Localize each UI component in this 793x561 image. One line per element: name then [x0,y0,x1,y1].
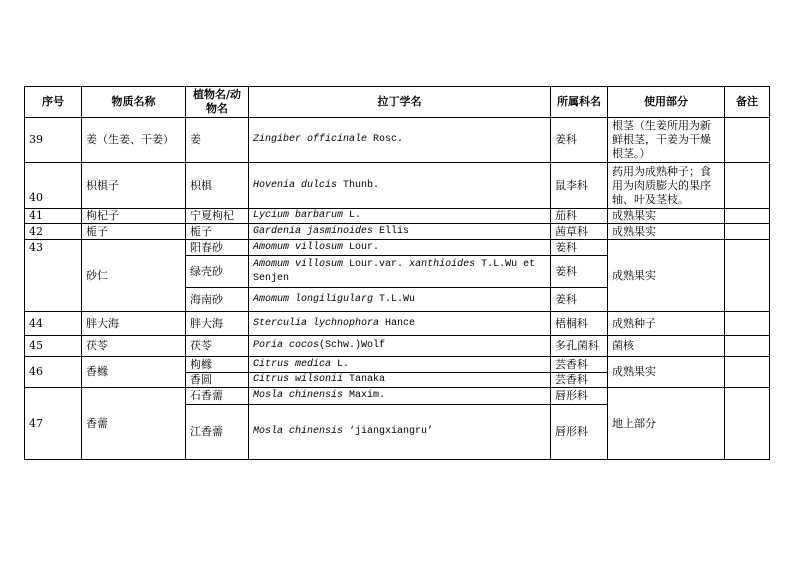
cell-part: 地上部分 [608,388,725,460]
latin-authority: T.L.Wu [379,293,416,305]
cell-source-name: 宁夏枸杞 [186,209,249,224]
cell-family: 茄科 [551,209,608,224]
latin-authority: L. [337,358,350,370]
cell-family: 姜科 [551,288,608,312]
header-family: 所属科名 [551,87,608,118]
latin-binomial: Lycium barbarum [253,210,344,221]
table-row [25,209,770,224]
cell-substance: 茯苓 [82,336,186,357]
table-row [25,357,770,373]
cell-source-name: 阳春砂 [186,240,249,256]
table-row [25,388,770,405]
latin-authority: Ellis [379,225,410,237]
latin-binomial: Amomum villosum [253,258,344,270]
cell-latin-name [249,336,551,357]
cell-substance: 枸杞子 [82,209,186,224]
cell-substance: 姜（生姜、干姜） [82,118,186,163]
cell-index: 47 [25,388,82,460]
table-row [25,224,770,240]
cell-index: 41 [25,209,82,224]
cell-index: 40 [25,163,82,209]
cell-substance: 香橼 [82,357,186,388]
latin-binomial: Mosla chinensis [253,426,344,437]
header-latin: 拉丁学名 [249,87,551,118]
cell-part: 成熟种子 [608,312,725,336]
cell-family: 姜科 [551,118,608,163]
cell-family: 芸香科 [551,373,608,388]
latin-authority: Thunb. [343,179,380,191]
cell-latin-name [249,256,551,288]
latin-binomial: Amomum longiligularg [253,293,374,305]
latin-cultivar: ‘jiangxiangru’ [349,426,434,437]
cell-family: 梧桐科 [551,312,608,336]
cell-source-name: 枸橼 [186,357,249,373]
cell-part: 成熟果实 [608,240,725,312]
header-index: 序号 [25,87,82,118]
cell-substance: 香薷 [82,388,186,460]
cell-note [725,357,770,388]
cell-family: 唇形科 [551,405,608,460]
cell-index: 43 [25,240,82,312]
table-row [25,118,770,163]
header-note: 备注 [725,87,770,118]
cell-latin-name [249,163,551,209]
cell-latin-name [249,224,551,240]
latin-authority: Lour.var. [349,258,404,270]
latin-binomial: Hovenia dulcis [253,179,338,191]
latin-authority: Lour. [349,241,380,253]
cell-note [725,209,770,224]
cell-note [725,240,770,312]
latin-authority: L. [349,210,362,221]
cell-latin-name [249,118,551,163]
cell-substance: 枳椇子 [82,163,186,209]
table-row [25,163,770,209]
cell-family: 唇形科 [551,388,608,405]
latin-authority: Maxim. [349,390,386,401]
cell-note [725,312,770,336]
cell-source-name: 石香薷 [186,388,249,405]
header-part: 使用部分 [608,87,725,118]
latin-authority: Tanaka [349,374,386,385]
cell-family: 鼠李科 [551,163,608,209]
cell-source-name: 绿壳砂 [186,256,249,288]
cell-latin-name [249,209,551,224]
cell-part: 根茎（生姜所用为新鲜根茎，干姜为干燥根茎。） [608,118,725,163]
cell-index: 44 [25,312,82,336]
latin-authority: Hance [385,317,416,329]
cell-latin-name [249,388,551,405]
cell-source-name: 香圆 [186,373,249,388]
cell-source-name: 姜 [186,118,249,163]
cell-note [725,163,770,209]
header-substance: 物质名称 [82,87,186,118]
cell-latin-name [249,240,551,256]
cell-latin-name [249,405,551,460]
cell-index: 45 [25,336,82,357]
cell-latin-name [249,357,551,373]
latin-variety: xanthioides [409,258,476,270]
cell-index: 46 [25,357,82,388]
cell-latin-name [249,288,551,312]
latin-authority: (Schw.)Wolf [319,340,386,351]
cell-note [725,118,770,163]
substance-table [24,86,770,460]
cell-part: 成熟果实 [608,209,725,224]
cell-source-name: 栀子 [186,224,249,240]
cell-family: 姜科 [551,240,608,256]
header-source: 植物名/动物名 [186,87,249,118]
latin-variety-authority: T.L.Wu et Senjen [253,258,536,284]
cell-substance: 栀子 [82,224,186,240]
latin-binomial: Sterculia lychnophora [253,317,380,329]
table-row [25,240,770,256]
cell-part: 菌核 [608,336,725,357]
latin-authority: Rosc. [373,134,404,145]
latin-binomial: Zingiber officinale [253,134,368,145]
cell-note [725,388,770,460]
latin-binomial: Amomum villosum [253,241,344,253]
latin-binomial: Mosla chinensis [253,390,344,401]
table-row [25,312,770,336]
cell-index: 42 [25,224,82,240]
latin-binomial: Citrus wilsonii [253,374,344,385]
cell-family: 芸香科 [551,357,608,373]
cell-substance: 胖大海 [82,312,186,336]
table-header [25,87,770,118]
latin-binomial: Citrus medica [253,358,332,370]
header-row [25,87,770,118]
cell-part: 成熟果实 [608,224,725,240]
cell-family: 姜科 [551,256,608,288]
cell-source-name: 枳椇 [186,163,249,209]
cell-part: 成熟果实 [608,357,725,388]
latin-binomial: Poria cocos [253,340,320,351]
table-row [25,336,770,357]
cell-source-name: 胖大海 [186,312,249,336]
cell-substance: 砂仁 [82,240,186,312]
cell-latin-name [249,373,551,388]
cell-index: 39 [25,118,82,163]
latin-binomial: Gardenia jasminoides [253,225,374,237]
cell-source-name: 江香薷 [186,405,249,460]
cell-family: 多孔菌科 [551,336,608,357]
cell-note [725,336,770,357]
cell-family: 茜草科 [551,224,608,240]
cell-note [725,224,770,240]
cell-latin-name [249,312,551,336]
table-body [25,118,770,460]
cell-source-name: 海南砂 [186,288,249,312]
cell-source-name: 茯苓 [186,336,249,357]
cell-part: 药用为成熟种子；食用为肉质膨大的果序轴、叶及茎枝。 [608,163,725,209]
